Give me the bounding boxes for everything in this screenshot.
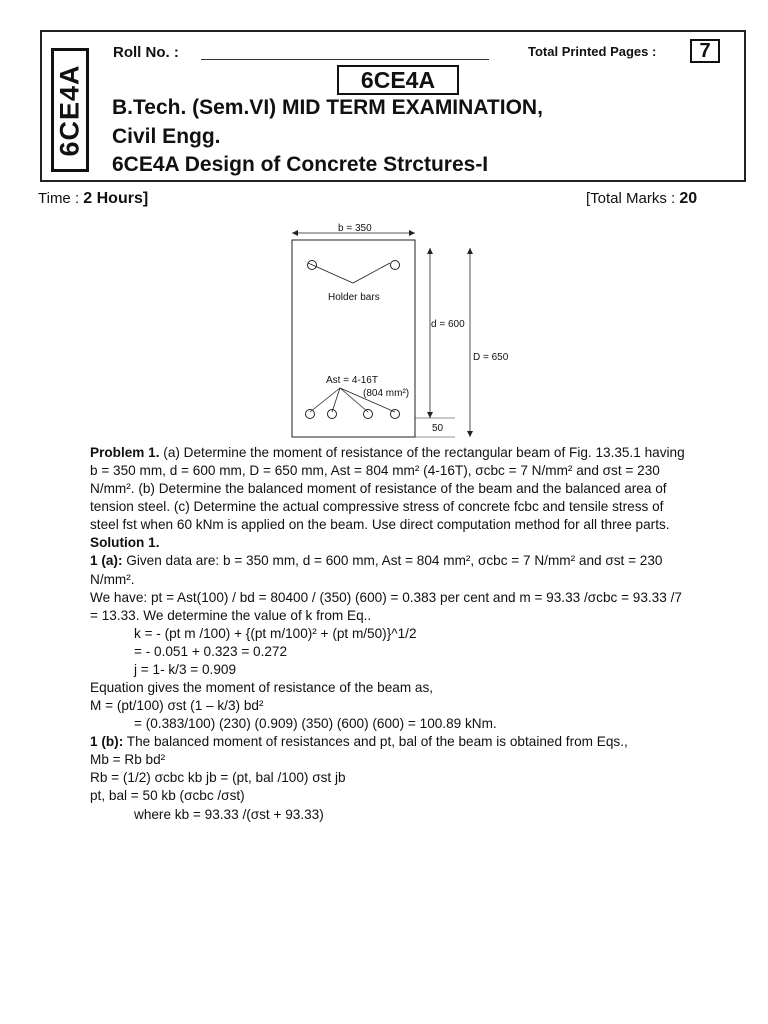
problem-statement: Problem 1. (a) Determine the moment of resistance of the rectangular beam of Fig. 13.35.1 having b = 350 mm, d = 600 mm, D = 650 mm, Ast = 804 mm² (4-16T), σcbc = 7 N/mm² and σst = 230 N/mm². (b) Determine the balanced moment of resistance of the beam and the balanced area of tension steel. (c) Determine the actual compressive stress of concrete fcbc and tensile stress of steel fst when 60 kNm is applied on the beam. Use direct computation method for all three parts. (90, 445, 685, 533)
moment-equation: M = (pt/100) σst (1 – k/3) bd² (90, 698, 264, 714)
total-depth-label: D = 650 (473, 352, 509, 363)
mb-equation: Mb = Rb bd² (90, 752, 166, 768)
cover-label: 50 (432, 423, 444, 434)
kb-equation: where kb = 93.33 /(σst + 93.33) (134, 806, 324, 822)
holder-bars-label: Holder bars (328, 292, 380, 303)
side-paper-code: 6CE4A (51, 48, 89, 172)
roll-number-field (201, 59, 489, 60)
beam-section-figure (280, 218, 530, 440)
pt-bal-equation: pt, bal = 50 kb (σcbc /σst) (90, 788, 245, 804)
tension-bar (364, 410, 373, 419)
part-a-given: 1 (a): Given data are: b = 350 mm, d = 600 mm, Ast = 804 mm², σcbc = 7 N/mm² and σst = 230 N/mm². (90, 553, 663, 587)
part-b-intro: 1 (b): The balanced moment of resistances and pt, bal of the beam is obtained from Eqs., (90, 734, 628, 750)
exam-title: B.Tech. (Sem.VI) MID TERM EXAMINATION, (112, 96, 543, 119)
rb-equation: Rb = (1/2) σcbc kb jb = (pt, bal /100) σst jb (90, 770, 346, 786)
paper-code: 6CE4A (337, 65, 459, 95)
effective-depth-label: d = 600 (431, 319, 465, 330)
tension-bar (306, 410, 315, 419)
solution-heading: Solution 1. (90, 535, 160, 551)
total-pages-value: 7 (690, 39, 720, 63)
total-pages-label: Total Printed Pages : (528, 44, 657, 59)
steel-area-value: (804 mm²) (363, 388, 410, 399)
width-label: b = 350 (338, 223, 372, 234)
problem-solution-text (90, 444, 690, 824)
steel-area-label: Ast = 4-16T (326, 375, 378, 386)
k-equation: k = - (pt m /100) + {(pt m/100)² + (pt m/50)}^1/2 (134, 625, 417, 641)
equation-intro: Equation gives the moment of resistance of the beam as, (90, 680, 434, 696)
branch-title: Civil Engg. (112, 125, 221, 148)
moment-value: = (0.383/100) (230) (0.909) (350) (600) (600) = 100.89 kNm. (134, 716, 497, 732)
k-value: = - 0.051 + 0.323 = 0.272 (134, 643, 288, 659)
j-value: j = 1- k/3 = 0.909 (134, 661, 237, 677)
part-a-we-have: We have: pt = Ast(100) / bd = 80400 / (350) (600) = 0.383 per cent and m = 93.33 /σcbc = 93.33 /7 = 13.33. We determine the value of k from Eq.. (90, 589, 682, 623)
holder-bar-right (391, 261, 400, 270)
time-allowed: Time : 2 Hours] (38, 190, 149, 207)
roll-number-label: Roll No. : (113, 44, 179, 61)
total-marks: [Total Marks : 20 (586, 190, 698, 207)
subject-title: 6CE4A Design of Concrete Strctures-I (112, 153, 489, 176)
